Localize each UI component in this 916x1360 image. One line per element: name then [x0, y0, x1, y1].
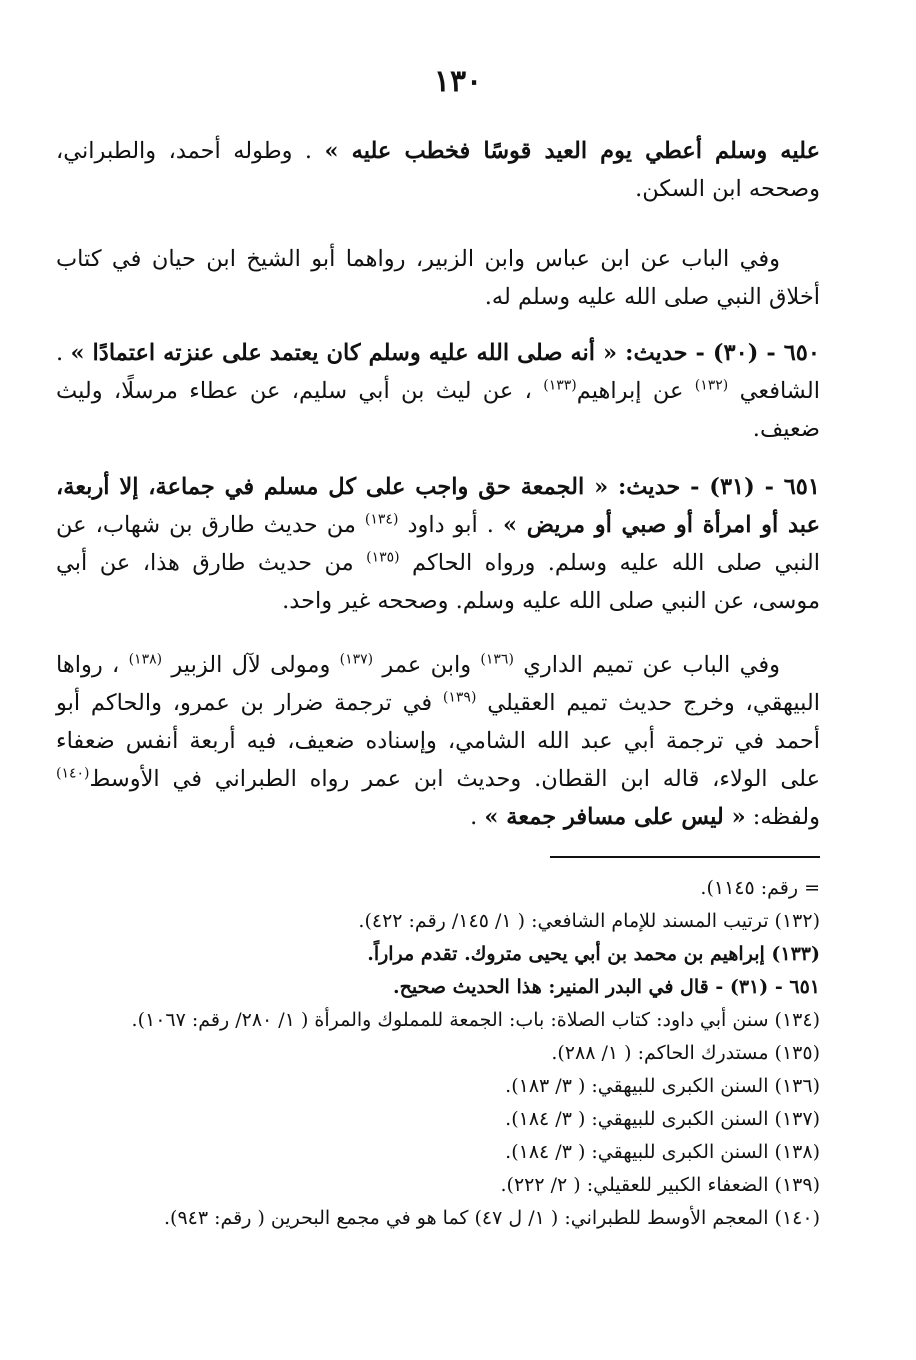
paragraph-text: وابن عمر — [373, 652, 481, 678]
paragraph-text: ومولى لآل الزبير — [162, 652, 340, 678]
footnote: (١٣٤) سنن أبي داود: كتاب الصلاة: باب: الجمعة للمملوك والمرأة ( ١/ ٢٨٠/ رقم: ١٠٦٧). — [131, 1009, 820, 1031]
footnote-ref[interactable]: (١٣٤) — [364, 511, 399, 528]
footnote-ref[interactable]: (١٤٠) — [56, 765, 90, 782]
paragraph-text: ، رواها البيهقي، وخرج حديث تميم العقيلي — [56, 652, 821, 716]
footnote-divider — [550, 856, 820, 858]
footnote: (١٣٩) الضعفاء الكبير للعقيلي: ( ٢/ ٢٢٢). — [500, 1174, 820, 1196]
footnote: ٦٥١ - (٣١) - قال في البدر المنير: هذا الحديث صحيح. — [392, 976, 820, 998]
footnote-ref[interactable]: (١٣٢) — [694, 377, 729, 394]
paragraph-2: وفي الباب عن ابن عباس وابن الزبير، رواهما أبو الشيخ ابن حيان في كتاب أخلاق النبي صلى الله عليه وسلم له. — [56, 246, 820, 310]
paragraph-text: في ترجمة ضرار بن عمرو، والحاكم أبو أحمد في ترجمة أبي عبد الله الشامي، وإسناده ضعيف، فيه أربعة أنفس ضعفاء على الولاء، قاله ابن القطان. وحديث ابن عمر رواه الطبراني في الأوسط — [56, 690, 820, 792]
footnote: (١٣٣) إبراهيم بن محمد بن أبي يحيى متروك. تقدم مراراً. — [367, 943, 820, 965]
hadith-heading: ٦٥١ - (٣١) - حديث: « الجمعة حق واجب على كل مسلم في جماعة، إلا أربعة، عبد أو امرأة أو صبي أو مريض » — [56, 474, 820, 538]
footnote: (١٣٦) السنن الكبرى للبيهقي: ( ٣/ ١٨٣). — [505, 1075, 820, 1097]
paragraph-text: وفي الباب عن تميم الداري — [513, 652, 780, 678]
footnote-ref[interactable]: (١٣٩) — [442, 689, 477, 706]
paragraph-text: . — [470, 804, 485, 830]
footnote: = رقم: ١١٤٥). — [700, 877, 820, 899]
page-number: ١٣٠ — [433, 64, 483, 99]
paragraph-text: عن إبراهيم — [576, 378, 695, 404]
paragraph-text: ، عن ليث بن أبي سليم، عن عطاء مرسلًا، وليث ضعيف. — [56, 378, 820, 442]
hadith-text: عليه وسلم أعطي يوم العيد قوسًا فخطب عليه » — [324, 138, 820, 164]
footnote: (١٣٧) السنن الكبرى للبيهقي: ( ٣/ ١٨٤). — [505, 1108, 820, 1130]
footnote-ref[interactable]: (١٣٧) — [339, 651, 374, 668]
footnote-ref[interactable]: (١٣٦) — [480, 651, 514, 668]
paragraph-text: . وطوله أحمد، والطبراني، وصححه ابن السكن. — [56, 138, 820, 202]
footnote-ref[interactable]: (١٣٨) — [128, 651, 163, 668]
paragraph-1 — [56, 132, 820, 208]
footnote: (١٣٥) مستدرك الحاكم: ( ١/ ٢٨٨). — [551, 1042, 820, 1064]
paragraph-4 — [56, 468, 820, 620]
hadith-text: « ليس على مسافر جمعة » — [484, 804, 746, 830]
footnote: (١٤٠) المعجم الأوسط للطبراني: ( ١/ ل ٤٧) كما هو في مجمع البحرين ( رقم: ٩٤٣). — [163, 1207, 820, 1229]
hadith-heading: ٦٥٠ - (٣٠) - حديث: « أنه صلى الله عليه وسلم كان يعتمد على عنزته اعتمادًا » — [70, 340, 820, 366]
paragraph-5 — [56, 646, 820, 836]
footnote: (١٣٨) السنن الكبرى للبيهقي: ( ٣/ ١٨٤). — [505, 1141, 820, 1163]
paragraph-text: ولفظه: — [745, 804, 820, 830]
paragraph-text: . الشافعي — [56, 340, 820, 404]
footnote: (١٣٢) ترتيب المسند للإمام الشافعي: ( ١/ ١٤٥/ رقم: ٤٢٢). — [358, 910, 820, 932]
footnote-ref[interactable]: (١٣٥) — [366, 549, 400, 566]
paragraph-text: من حديث طارق بن شهاب، عن النبي صلى الله عليه وسلم. ورواه الحاكم — [56, 512, 820, 576]
paragraph-text: من حديث طارق هذا، عن أبي موسى، عن النبي صلى الله عليه وسلم. وصححه غير واحد. — [56, 550, 820, 614]
footnote-ref[interactable]: (١٣٣) — [543, 377, 577, 394]
paragraph-3 — [56, 334, 820, 448]
paragraph-text: . أبو داود — [398, 512, 503, 538]
footnotes — [56, 872, 820, 1235]
